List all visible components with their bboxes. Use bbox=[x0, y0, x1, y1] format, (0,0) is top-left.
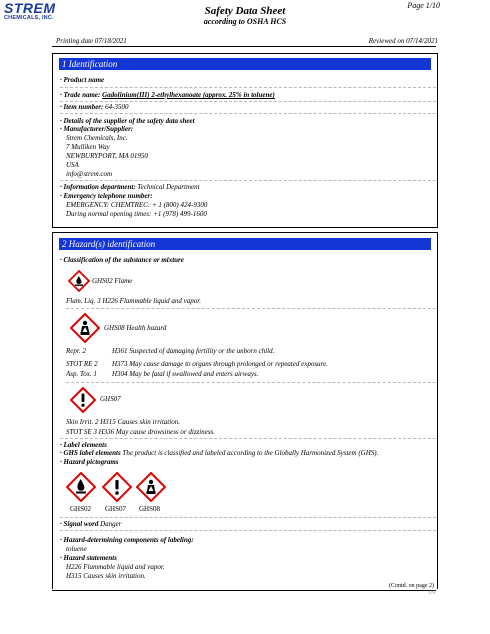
divider bbox=[60, 113, 436, 114]
skin-irrit-statement: Skin Irrit. 2 H315 Causes skin irritation. bbox=[66, 418, 180, 426]
divider bbox=[66, 308, 436, 309]
trade-name-value: Gadolinium(III) 2-ethylhexanoate (approx. 25% in toluene) bbox=[102, 91, 275, 99]
hazard-component-toluene: toluene bbox=[66, 545, 87, 553]
ghs07-caption: GHS07 bbox=[100, 395, 121, 403]
hazard-statements-label: · Hazard statements bbox=[60, 554, 117, 562]
section-1-heading: 1 Identification bbox=[59, 58, 431, 70]
page-number: Page 1/10 bbox=[407, 1, 440, 10]
label-elements-label: · Label elements bbox=[60, 441, 107, 449]
hazard-statement-h226: H226 Flammable liquid and vapor. bbox=[66, 563, 165, 571]
logo-sub-text: CHEMICALS, INC. bbox=[4, 15, 54, 21]
ghs02-caption: GHS02 Flame bbox=[92, 277, 133, 285]
supplier-details-label: · Details of the supplier of the safety data sheet bbox=[60, 117, 195, 125]
pictogram-label-ghs08: GHS08 bbox=[139, 505, 161, 513]
pictogram-label-ghs02: GHS02 bbox=[70, 505, 92, 513]
flam-liq-statement: Flam. Liq. 3 H226 Flammable liquid and vapor. bbox=[66, 297, 201, 305]
repr-statement: H361 Suspected of damaging fertility or the unborn child. bbox=[112, 347, 275, 355]
stot-se-statement: STOT SE 3 H336 May cause drowsiness or dizziness. bbox=[66, 428, 216, 436]
divider bbox=[60, 530, 436, 531]
reviewed-date: Reviewed on 07/14/2021 bbox=[368, 37, 438, 45]
emergency-line-2: During normal opening times: +1 (978) 499-1600 bbox=[66, 210, 207, 218]
ghs-label-elements bbox=[60, 449, 378, 457]
item-number-label: · Item number: bbox=[60, 103, 106, 111]
divider bbox=[60, 87, 436, 88]
classification-label: · Classification of the substance or mixture bbox=[60, 256, 184, 264]
asp-tox-category: Asp. Tox. 1 bbox=[66, 370, 97, 378]
exclamation-pictogram-icon bbox=[102, 472, 132, 502]
address-line-1: Strem Chemicals, Inc. bbox=[66, 134, 128, 142]
ghs-label-elements-label: · GHS label elements bbox=[60, 449, 121, 457]
pictogram-label-ghs07: GHS07 bbox=[105, 505, 127, 513]
hazard-determining-label: · Hazard-determining components of labeling: bbox=[60, 536, 194, 544]
divider bbox=[60, 180, 436, 181]
flame-pictogram-icon bbox=[68, 270, 90, 292]
divider bbox=[60, 438, 436, 439]
trade-name bbox=[60, 91, 275, 99]
logo-main-text: STREM bbox=[4, 0, 56, 16]
signal-word-label: · Signal word bbox=[60, 520, 101, 528]
information-department-value: Technical Department bbox=[137, 183, 200, 191]
address-line-4: USA bbox=[66, 161, 79, 169]
section-2-heading: 2 Hazard(s) identification bbox=[59, 238, 431, 250]
divider bbox=[66, 382, 436, 383]
header-divider bbox=[52, 46, 436, 47]
hazard-pictograms-label: · Hazard pictograms bbox=[60, 458, 119, 466]
emergency-line-1: EMERGENCY: CHEMTREC: + 1 (800) 424-9300 bbox=[66, 201, 208, 209]
manufacturer-label: · Manufacturer/Supplier: bbox=[60, 125, 134, 133]
document-subtitle: according to OSHA HCS bbox=[203, 17, 287, 26]
asp-tox-statement: H304 May be fatal if swallowed and enters airways. bbox=[112, 370, 259, 378]
stot-re-statement: H373 May cause damage to organs through prolonged or repeated exposure. bbox=[112, 360, 328, 368]
ghs08-caption: GHS08 Health hazard bbox=[104, 324, 167, 332]
exclamation-pictogram-icon bbox=[70, 387, 96, 413]
flame-pictogram-icon bbox=[66, 472, 96, 502]
footer-divider bbox=[52, 590, 436, 591]
address-line-3: NEWBURYPORT, MA 01950 bbox=[66, 152, 148, 160]
item-number bbox=[60, 103, 128, 111]
divider bbox=[60, 517, 436, 518]
printing-date: Printing date 07/18/2021 bbox=[56, 37, 127, 45]
health-hazard-pictogram-icon bbox=[70, 313, 100, 343]
stot-re-category: STOT RE 2 bbox=[66, 360, 98, 368]
ghs-label-elements-text: The product is classified and labeled according to the Globally Harmonized System (GHS). bbox=[120, 449, 379, 457]
divider bbox=[60, 101, 436, 102]
signal-word bbox=[60, 520, 121, 528]
hazard-statement-h315: H315 Causes skin irritation. bbox=[66, 572, 146, 580]
region-mark: US bbox=[428, 591, 435, 596]
repr-category: Repr. 2 bbox=[66, 347, 86, 355]
email-address: info@strem.com bbox=[66, 170, 113, 178]
information-department bbox=[60, 183, 200, 191]
emergency-phone-label: · Emergency telephone number: bbox=[60, 192, 153, 200]
document-title: Safety Data Sheet bbox=[204, 5, 286, 17]
trade-name-label: · Trade name: bbox=[60, 91, 103, 99]
information-department-label: · Information department: bbox=[60, 183, 138, 191]
health-hazard-pictogram-icon bbox=[136, 472, 166, 502]
signal-word-value: Danger bbox=[100, 520, 122, 528]
item-number-value: 64-3500 bbox=[105, 103, 129, 111]
product-name-label: · Product name bbox=[60, 76, 105, 84]
address-line-2: 7 Mulliken Way bbox=[66, 143, 110, 151]
continued-note: (Contd. on page 2) bbox=[389, 583, 434, 589]
